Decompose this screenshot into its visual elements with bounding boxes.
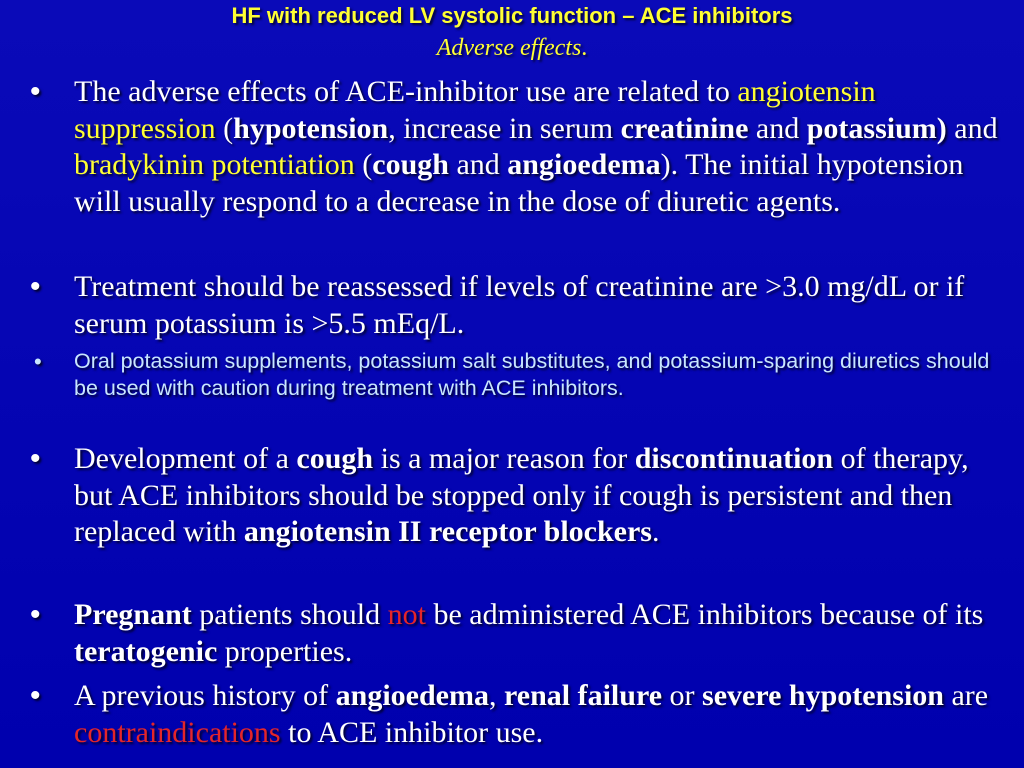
bullet-reassessment	[74, 269, 1009, 342]
bullet-text-segment: (	[215, 111, 234, 145]
bullet-text-segment: and	[448, 148, 508, 181]
bullet-text-segment: angioedema	[335, 679, 489, 712]
slide-subtitle	[0, 34, 1024, 62]
bullet-text-segment: Pregnant	[74, 598, 192, 631]
bullet-text-segment: or	[662, 679, 703, 712]
bullet-text-segment: be administered ACE inhibitors because of its	[425, 598, 984, 631]
bullet-text-segment: properties.	[217, 634, 353, 668]
bullet-text-segment: contraindications	[74, 715, 281, 749]
bullet-text-segment: .	[651, 515, 660, 548]
slide-title: HF with reduced LV systolic function – ACE inhibitors	[231, 3, 793, 28]
bullet-text-segment: (	[354, 148, 373, 181]
bullet-text-segment: discontinuation	[634, 442, 834, 475]
bullet-text-segment: angioedema	[507, 148, 661, 181]
bullet-text-segment: cough	[372, 148, 449, 181]
bullet-text-segment: , increase in serum	[388, 111, 621, 145]
bullet-text-segment: Treatment should be reassessed if levels of creatinine are >3.0 mg/dL or if serum potassium is >5.5 mEq/L.	[74, 270, 965, 340]
bullet-text-segment: creatinine	[620, 111, 749, 145]
bullet-text-segment: potassium)	[806, 111, 947, 145]
bullet-text-segment: angiotensin II receptor blockers	[243, 515, 652, 548]
bullet-text-segment: and	[946, 111, 998, 145]
bullet-cough	[74, 441, 1009, 551]
bullet-potassium-caution	[74, 348, 1009, 402]
bullet-contraindications	[74, 678, 1009, 751]
bullet-text-segment: teratogenic	[74, 634, 218, 668]
bullet-pregnancy	[74, 597, 1009, 670]
bullet-text-segment: renal failure	[503, 679, 663, 712]
bullet-text-segment: of therapy, but ACE inhibitors should be stopped only if cough is persistent and then replaced with	[74, 442, 969, 548]
bullet-text-segment: patients should	[191, 598, 388, 631]
bullet-text-segment: is a major reason for	[373, 442, 635, 475]
bullet-text-segment: Development of a	[74, 442, 297, 475]
bullet-text-segment: severe hypotension	[702, 679, 944, 712]
bullet-text-segment: ). The initial hypotension will usually respond to a decrease in the dose of diuretic agents.	[74, 148, 964, 218]
bullet-text-segment: cough	[296, 442, 374, 475]
bullet-text-segment: Oral potassium supplements, potassium salt substitutes, and potassium-sparing diuretics should be used with caution during treatment with ACE inhibitors.	[74, 349, 990, 400]
bullet-text-segment: hypotension	[233, 111, 389, 145]
subtitle-period: .	[581, 35, 588, 61]
bullet-text-segment: not	[387, 598, 426, 631]
bullet-text-segment: bradykinin potentiation	[74, 148, 355, 181]
bullet-text-segment: ,	[488, 679, 504, 712]
subtitle-text: Adverse effects	[436, 35, 582, 61]
bullet-text-segment: are	[943, 679, 989, 712]
bullet-text-segment: and	[748, 111, 807, 145]
bullet-text-segment: to ACE inhibitor use.	[280, 715, 544, 749]
bullet-text-segment: angiotensin suppression	[74, 75, 876, 145]
bullet-text-segment: A previous history of	[74, 679, 336, 712]
bullet-text-segment: The adverse effects of ACE-inhibitor use are related to	[74, 75, 738, 108]
bullet-adverse-effects	[74, 74, 1009, 220]
